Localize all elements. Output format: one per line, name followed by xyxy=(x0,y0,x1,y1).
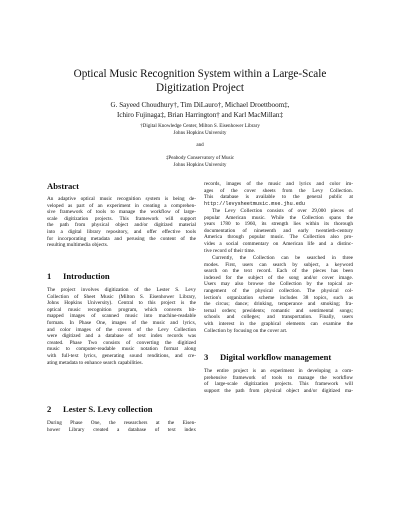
text-line: mapped images of scanned music into machine-readable xyxy=(47,313,196,320)
affiliation-library xyxy=(40,123,360,136)
section-1-title: Introduction xyxy=(63,271,110,281)
text-line: with interest in the graphical elements can examine the xyxy=(204,321,353,328)
text-line: of large-scale digitization projects. This framework will xyxy=(204,381,353,388)
text-line: Currently, the Collection can be searched in three xyxy=(212,255,353,261)
text-line: veloped as part of an experiment in creating a comprehen- xyxy=(47,202,196,209)
text-line: modes. First, users can search by subject, a keyword xyxy=(204,261,353,268)
text-line: optical music recognition program, which converts bit- xyxy=(47,306,196,313)
authors-line-2: Ichiro Fujinaga‡, Brian Harrington† and Karl MacMillan‡ xyxy=(116,110,284,119)
text-line: tive record of their time. xyxy=(204,247,256,254)
text-line: hower Library created a database of text index xyxy=(47,426,196,433)
text-line: the circus; dance; drinking, temperance and smoking; fra- xyxy=(204,301,353,308)
paper-title xyxy=(40,67,360,95)
levy-url-line xyxy=(204,201,353,208)
levy-url: http://levysheetmusic.mse.jhu.edu xyxy=(204,200,305,207)
text-line: popular American music. While the Collection spans the xyxy=(204,214,353,221)
text-line: search on the text record. Each of the pieces has been xyxy=(204,268,353,275)
text-line: schools and colleges; and transportation. Finally, users xyxy=(204,314,353,321)
text-line: Collection by focusing on the cover art. xyxy=(204,327,288,334)
section-1-number: 1 xyxy=(47,271,52,281)
section-2-number: 2 xyxy=(47,404,52,414)
title-line-1: Optical Music Recognition System within a Large-Scale xyxy=(73,68,327,80)
text-line: created. Phase Two consists of converting the digitized xyxy=(47,339,196,346)
section-2-title: Lester S. Levy collection xyxy=(63,404,153,414)
text-line: formats. In Phase One, images of the music and lyrics, xyxy=(47,320,196,327)
text-line: into a digital library repository, and offer effective tools xyxy=(47,229,196,236)
title-line-2: Digitization Project xyxy=(156,82,244,94)
text-line: music to computer-readable music notation format along xyxy=(47,346,196,353)
section-3-number: 3 xyxy=(204,352,209,362)
section-3-title: Digital workflow management xyxy=(220,352,332,362)
text-line: the path from physical object and/or digitized material xyxy=(47,222,196,229)
text-line: Johns Hopkins University). Central to this project is the xyxy=(47,300,196,307)
text-line: During Phase One, the researchers at the Eisen- xyxy=(47,420,196,426)
right-column-paragraph-2 xyxy=(204,208,353,254)
affiliation-peabody-name: ‡Peabody Conservatory of Music xyxy=(165,155,235,161)
text-line: America through popular music. The Collection also pro- xyxy=(204,234,353,241)
text-line: rangement of the physical collection. The physical col- xyxy=(204,288,353,295)
author-list xyxy=(40,101,360,120)
abstract-heading: Abstract xyxy=(47,181,79,191)
section-2-paragraph xyxy=(47,420,196,433)
right-column-paragraph-1 xyxy=(204,181,353,201)
text-line: resulting multimedia objects. xyxy=(47,242,109,249)
text-line: were digitized and a database of text index records was xyxy=(47,333,196,340)
text-line: years 1780 to 1960, its strength lies within its thorough xyxy=(204,221,353,228)
text-line: The project involves digitization of the Lester S. Levy xyxy=(47,287,196,293)
text-line: support the path from physical object and/or digitized ma- xyxy=(204,387,353,394)
text-line: documentation of nineteenth and early twentieth-century xyxy=(204,227,353,234)
section-1-heading xyxy=(47,271,110,281)
text-line: ating metadata to enhance search capabilities. xyxy=(47,359,143,366)
text-line: ternal orders; presidents; romantic and sentimental songs; xyxy=(204,307,353,314)
section-3-heading xyxy=(204,352,331,362)
text-line: vides a social commentary on American life and a distinc- xyxy=(204,241,353,248)
introduction-paragraph xyxy=(47,287,196,366)
text-line: Collection of Sheet Music (Milton S. Eisenhower Library, xyxy=(47,293,196,300)
text-line: for incorporating metadata and perusing the content of the xyxy=(47,235,196,242)
right-column-paragraph-3 xyxy=(204,255,353,334)
text-line: The Levy Collection consists of over 29,000 pieces of xyxy=(212,208,353,214)
affiliation-peabody-university: Johns Hopkins University xyxy=(173,161,227,168)
affiliation-and: and xyxy=(196,142,204,148)
text-line: prehensive framework of tools to manage the workflow xyxy=(204,374,353,381)
affiliation-library-name: †Digital Knowledge Center, Milton S. Eisenhower Library xyxy=(140,123,260,129)
text-line: scale digitization projects. This framework will support xyxy=(47,215,196,222)
text-line: This database is available to the general public at xyxy=(204,194,353,201)
text-line: An adaptive optical music recognition system is being de- xyxy=(47,196,196,202)
text-line: The entire project is an experiment in developing a com- xyxy=(204,368,353,374)
affiliation-peabody xyxy=(40,155,360,168)
text-line: lection's organization scheme includes 38 topics, such as xyxy=(204,294,353,301)
abstract-paragraph xyxy=(47,196,196,249)
text-line: sive framework of tools to manage the workflow of large- xyxy=(47,209,196,216)
affiliation-library-university: Johns Hopkins University xyxy=(173,129,227,136)
text-line: with full-text lyrics, generating sound renditions, and cre- xyxy=(47,353,196,360)
text-line: ages of the cover sheets from the Levy Collection. xyxy=(204,187,353,194)
text-line: Users may also browse the Collection by the topical ar- xyxy=(204,281,353,288)
section-2-heading xyxy=(47,404,153,414)
text-line: indexed for the subject of the song and/or cover image. xyxy=(204,274,353,281)
text-line: records, images of the music and lyrics and color im- xyxy=(204,181,353,187)
text-line: and color images of the covers of the Levy Collection xyxy=(47,326,196,333)
authors-line-1: G. Sayeed Choudhury†, Tim DiLauro†, Michael Droettboom‡, xyxy=(110,101,290,109)
section-3-paragraph xyxy=(204,368,353,394)
